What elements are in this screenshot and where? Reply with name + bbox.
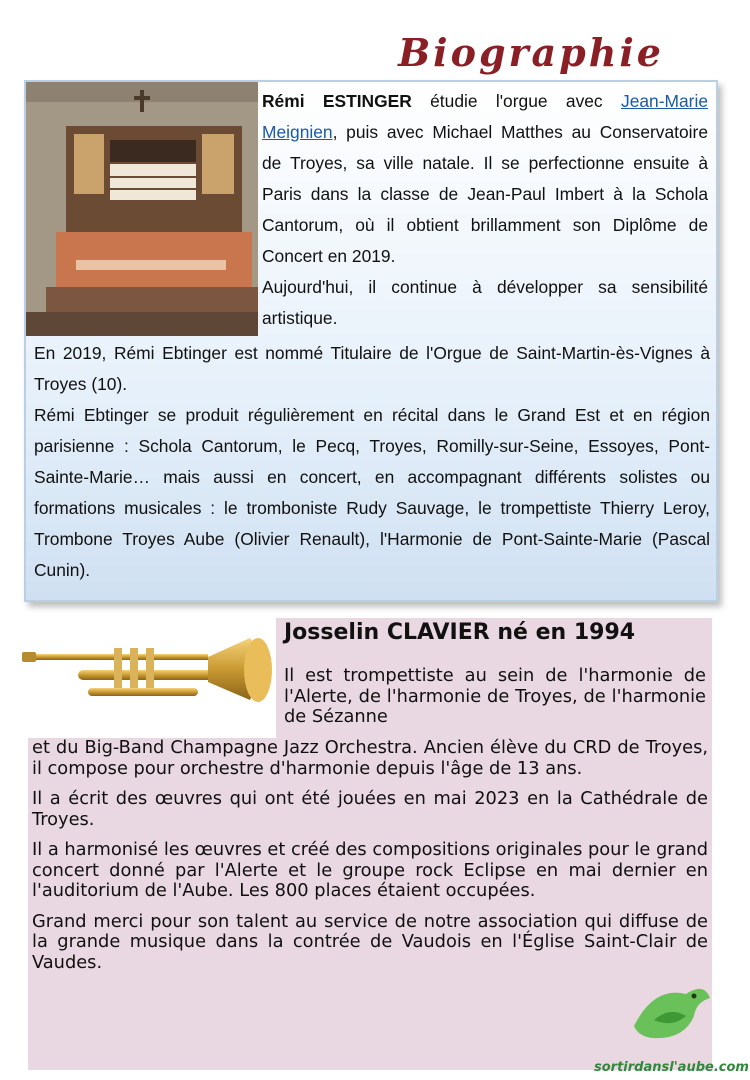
josselin-intro [284,666,706,728]
bio-today: Aujourd'hui, il continue à développer sa sensibilité artistique. [262,277,708,328]
josselin-p2: Il a écrit des œuvres qui ont été jouées en mai 2023 en la Cathédrale de Troyes. [32,788,708,830]
teacher-link[interactable]: Jean-Marie Meignien [262,91,708,142]
bio-intro-text: étudie l'orgue avec [411,91,621,111]
josselin-p1-side: Il est trompettiste au sein de l'harmonie de l'Alerte, de l'harmonie de Troyes, de l'harmonie de Sézanne [284,665,706,727]
bio-intro-rest: , puis avec Michael Matthes au Conservatoire de Troyes, sa ville natale. Il se perfectionne ensuite à Paris dans la classe de Jean-Paul Imbert à la Schola Cantorum, où il obtient brillamment son Diplôme de Concert en 2019. [262,122,708,266]
josselin-p3: Il a harmonisé les œuvres et créé des compositions originales pour le grand concert donné par l'Alerte et le groupe rock Eclipse en mai dernier en l'auditorium de l'Aube. Les 800 places étaient occupées. [32,839,708,901]
biography-box [24,80,718,602]
bio-titular: En 2019, Rémi Ebtinger est nommé Titulaire de l'Orgue de Saint-Martin-ès-Vignes à Troyes (10). [34,343,710,394]
organ-photo [26,82,258,336]
josselin-body [32,738,708,983]
organist-name: Rémi ESTINGER [262,91,412,111]
josselin-title: Josselin CLAVIER né en 1994 [284,620,636,645]
bio-recitals: Rémi Ebtinger se produit régulièrement en récital dans le Grand Est et en région parisienne : Schola Cantorum, le Pecq, Troyes, Romilly-sur-Seine, Essoyes, Pont-Sainte-Marie… mais aussi en concert, en accompagnant différents solistes ou formations musicales : le tromboniste Rudy Sauvage, le trompettiste Thierry Leroy, Trombone Troyes Aube (Olivier Renault), l'Harmonie de Pont-Sainte-Marie (Pascal Cunin). [34,405,710,580]
josselin-p1-rest: et du Big-Band Champagne Jazz Orchestra. Ancien élève du CRD de Troyes, il compose pour orchestre d'harmonie depuis l'âge de 13 ans. [32,737,708,779]
bird-logo [624,976,716,1046]
josselin-p4: Grand merci pour son talent au service de notre association qui diffuse de la grande musique dans la contrée de Vaudois en l'Église Saint-Clair de Vaudes. [32,910,708,973]
bio-body [34,338,710,586]
trumpet-image [18,630,278,720]
page-title: Biographie [398,30,664,75]
watermark: sortirdansl'aube.com [594,1060,749,1075]
bio-intro [262,86,708,334]
